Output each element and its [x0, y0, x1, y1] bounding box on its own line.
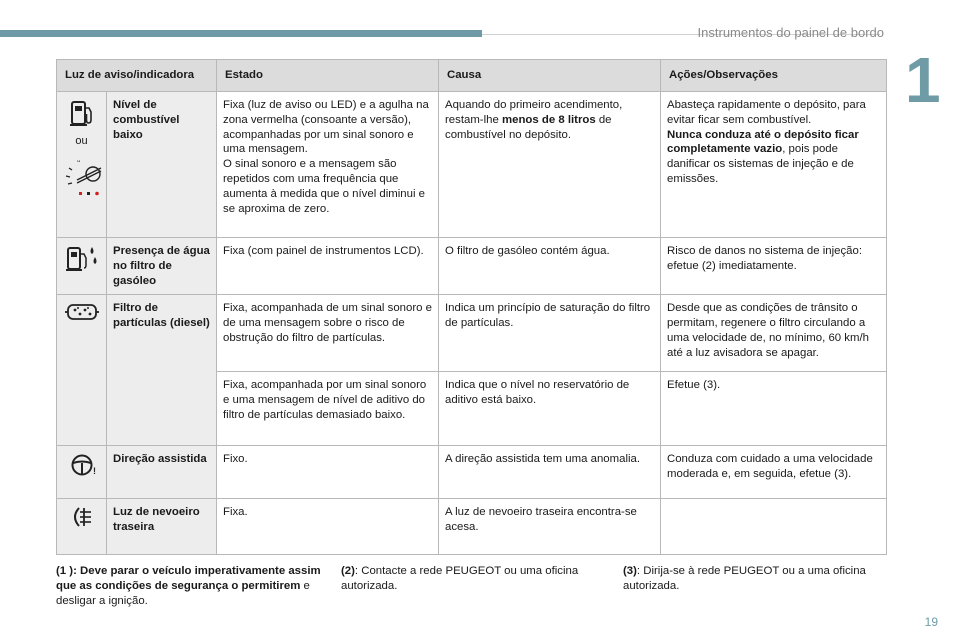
svg-text:ᴗ: ᴗ [77, 158, 81, 165]
footnote-2 [341, 564, 606, 594]
table-row-fog [57, 499, 887, 555]
dpf-cause-cell-2: Indica que o nível no reservatório de aditivo está baixo. [439, 372, 661, 446]
fuel-action-bold: Nunca conduza até o depósito ficar completamente vazio [667, 128, 859, 156]
fuel-state-cell [217, 92, 439, 238]
footnote-1-bold: (1 ): Deve parar o veículo imperativamente assim que as condições de segurança o permitirem [56, 565, 321, 592]
footnote-1 [56, 564, 326, 608]
fuel-action-cell [661, 92, 887, 238]
header-accent-bar [0, 30, 482, 37]
dpf-cause-cell-1: Indica um princípio de saturação do filtro de partículas. [439, 295, 661, 372]
footnote-3-ref: (3) [623, 565, 637, 577]
fuel-gauge-icon [63, 154, 100, 202]
table-row-steering [57, 446, 887, 499]
header-actions: Ações/Observações [661, 60, 887, 92]
steering-state-cell: Fixo. [217, 446, 439, 499]
steering-action-cell: Conduza com cuidado a uma velocidade moderada e, em seguida, efetue (3). [661, 446, 887, 499]
fog-cause-cell: A luz de nevoeiro traseira encontra-se acesa. [439, 499, 661, 555]
table-row-dpf-1 [57, 295, 887, 372]
dpf-state-cell-2: Fixa, acompanhada por um sinal sonoro e uma mensagem de nível de aditivo do filtro de partículas demasiado baixo. [217, 372, 439, 446]
fog-name-cell: Luz de nevoeiro traseira [107, 499, 217, 555]
water-icon-cell [57, 238, 107, 295]
table-row-water [57, 238, 887, 295]
water-action-cell: Risco de danos no sistema de injeção: efetue (2) imediatamente. [661, 238, 887, 295]
table-row-fuel [57, 92, 887, 238]
fuel-pump-icon [63, 98, 100, 128]
header-state: Estado [217, 60, 439, 92]
rear-fog-light-icon [63, 505, 100, 529]
footnote-2-text: : Contacte a rede PEUGEOT ou uma oficina autorizada. [341, 565, 579, 592]
fuel-cause-text-end: de combustível no depósito. [445, 113, 612, 141]
fuel-state-text-2: O sinal sonoro e a mensagem são repetidos com uma frequência que aumenta à medida que o nível diminui e se aproxima de zero. [223, 158, 425, 215]
fuel-cause-text: Aquando do primeiro acendimento, restam-lhe [445, 99, 623, 126]
or-label: ou [75, 135, 88, 147]
fuel-action-text: Abasteça rapidamente o depósito, para evitar ficar sem combustível. [667, 99, 866, 126]
footnote-2-ref: (2) [341, 565, 355, 577]
svg-text:!: ! [92, 466, 96, 477]
fuel-cause-bold: menos de 8 litros [501, 113, 596, 126]
footnote-3-text: : Dirija-se à rede PEUGEOT ou a uma oficina autorizada. [623, 565, 866, 592]
steering-icon-cell [57, 446, 107, 499]
dpf-action-cell-2: Efetue (3). [661, 372, 887, 446]
water-name-cell: Presença de água no filtro de gasóleo [107, 238, 217, 295]
water-cause-cell: O filtro de gasóleo contém água. [439, 238, 661, 295]
fuel-state-text: Fixa (luz de aviso ou LED) e a agulha na zona vermelha (consoante a versão), acompanhadas por um sinal sonoro e uma mensagem. [223, 99, 429, 156]
fuel-icons-cell [57, 92, 107, 238]
dpf-state-cell-1: Fixa, acompanhada de um sinal sonoro e de uma mensagem sobre o risco de obstrução do filtro de partículas. [217, 295, 439, 372]
steering-name-cell: Direção assistida [107, 446, 217, 499]
header-cause: Causa [439, 60, 661, 92]
particle-filter-icon [63, 301, 100, 323]
water-state-cell: Fixa (com painel de instrumentos LCD). [217, 238, 439, 295]
warning-lights-table [56, 59, 887, 555]
steering-wheel-warning-icon [63, 452, 100, 478]
dpf-name-cell: Filtro de partículas (diesel) [107, 295, 217, 446]
dpf-icon-cell [57, 295, 107, 446]
header-light: Luz de aviso/indicadora [57, 60, 217, 92]
steering-cause-cell: A direção assistida tem uma anomalia. [439, 446, 661, 499]
footnote-1-text: e desligar a ignição. [56, 579, 310, 607]
fuel-cause-cell [439, 92, 661, 238]
chapter-number: 1 [905, 44, 941, 116]
table-header-row [57, 60, 887, 92]
fog-state-cell: Fixa. [217, 499, 439, 555]
fuel-name-cell: Nível de combustível baixo [107, 92, 217, 238]
footnote-3 [623, 564, 883, 594]
fog-action-cell [661, 499, 887, 555]
dpf-action-cell-1: Desde que as condições de trânsito o permitam, regenere o filtro circulando a uma velocidade de, no mínimo, 60 km/h até a luz avisadora se apagar. [661, 295, 887, 372]
page-header-title: Instrumentos do painel de bordo [697, 25, 884, 40]
fog-icon-cell [57, 499, 107, 555]
page-number: 19 [924, 615, 938, 629]
fuel-action-text-end: , pois pode danificar os sistemas de injeção e de emissões. [667, 143, 854, 186]
water-in-diesel-icon [63, 244, 100, 274]
